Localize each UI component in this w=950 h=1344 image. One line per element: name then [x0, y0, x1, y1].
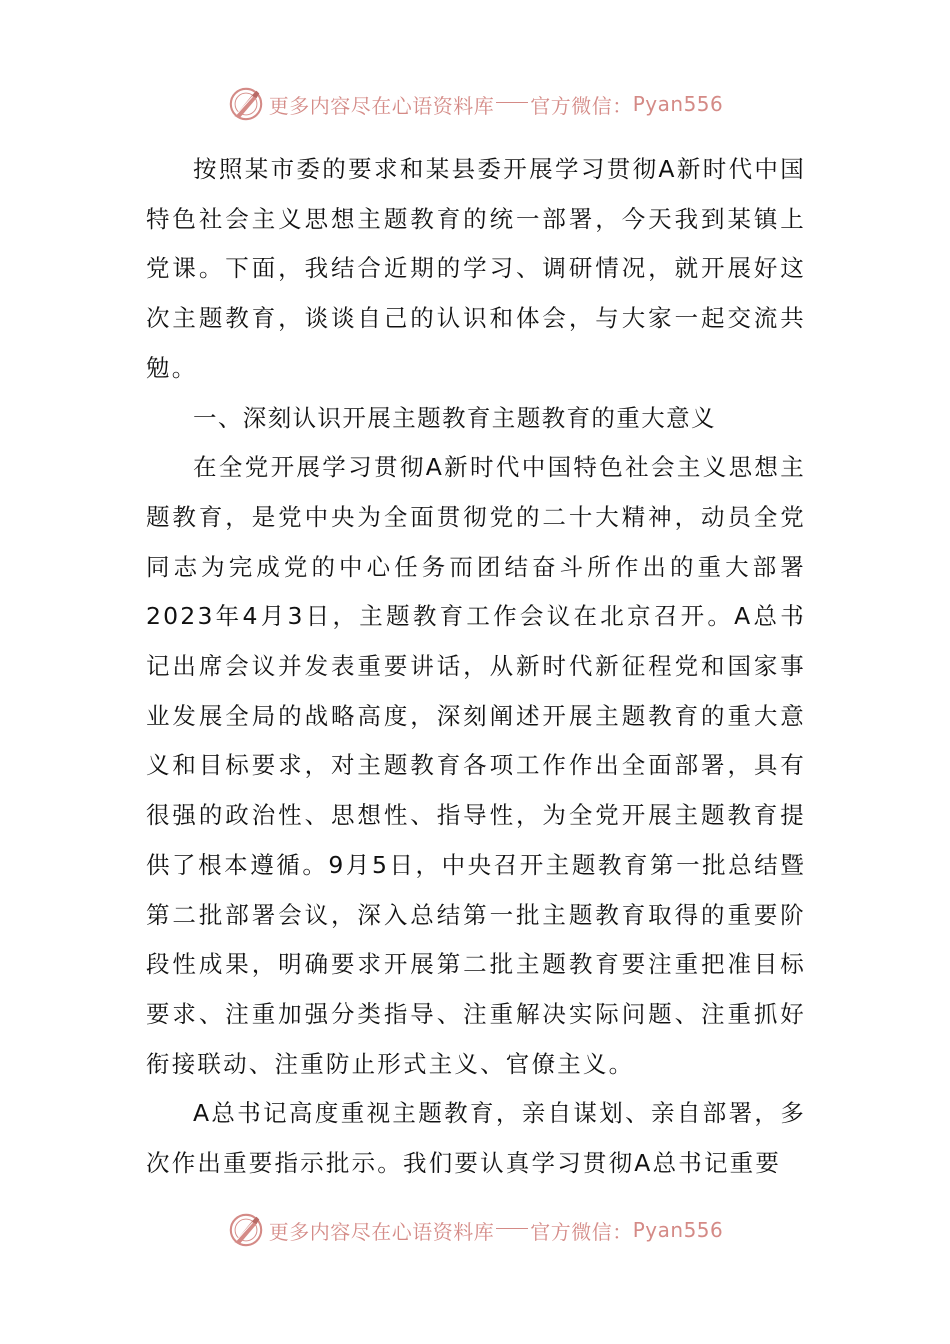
body-paragraph: A总书记高度重视主题教育，亲自谋划、亲自部署，多次作出重要指示批示。我们要认真学习贯彻A总书记重要: [146, 1099, 806, 1178]
intro-paragraph: 按照某市委的要求和某县委开展学习贯彻A新时代中国特色社会主义思想主题教育的统一部署，今天我到某镇上党课。下面，我结合近期的学习、调研情况，就开展好这次主题教育，谈谈自己的认识和体会，与大家一起交流共勉。: [146, 155, 806, 382]
header-watermark: [0, 82, 950, 126]
document-body: [146, 145, 806, 1189]
section-heading: 一、深刻认识开展主题教育主题教育的重大意义: [193, 403, 716, 432]
watermark-separator: [496, 102, 528, 103]
pen-nib-logo-icon: [227, 1211, 265, 1249]
watermark-wechat-id: Pyan556: [632, 92, 724, 116]
watermark-wechat-id: Pyan556: [632, 1218, 724, 1242]
pen-nib-logo-icon: [227, 85, 265, 123]
watermark-brand: 更多内容尽在心语资料库: [268, 1219, 495, 1244]
watermark-label: 官方微信：: [530, 1219, 633, 1244]
watermark-separator: [496, 1228, 528, 1229]
watermark-label: 官方微信：: [530, 93, 633, 118]
body-paragraph: 在全党开展学习贯彻A新时代中国特色社会主义思想主题教育，是党中央为全面贯彻党的二十大精神，动员全党同志为完成党的中心任务而团结奋斗所作出的重大部署2023年4月3日，主题教育工作会议在北京召开。A总书记出席会议并发表重要讲话，从新时代新征程党和国家事业发展全局的战略高度，深刻阐述开展主题教育的重大意义和目标要求，对主题教育各项工作作出全面部署，具有很强的政治性、思想性、指导性，为全党开展主题教育提供了根本遵循。9月5日，中央召开主题教育第一批总结暨第二批部署会议，深入总结第一批主题教育取得的重要阶段性成果，明确要求开展第二批主题教育要注重把准目标要求、注重加强分类指导、注重解决实际问题、注重抓好衔接联动、注重防止形式主义、官僚主义。: [146, 453, 806, 1078]
watermark-brand: 更多内容尽在心语资料库: [268, 93, 495, 118]
footer-watermark: [0, 1208, 950, 1252]
